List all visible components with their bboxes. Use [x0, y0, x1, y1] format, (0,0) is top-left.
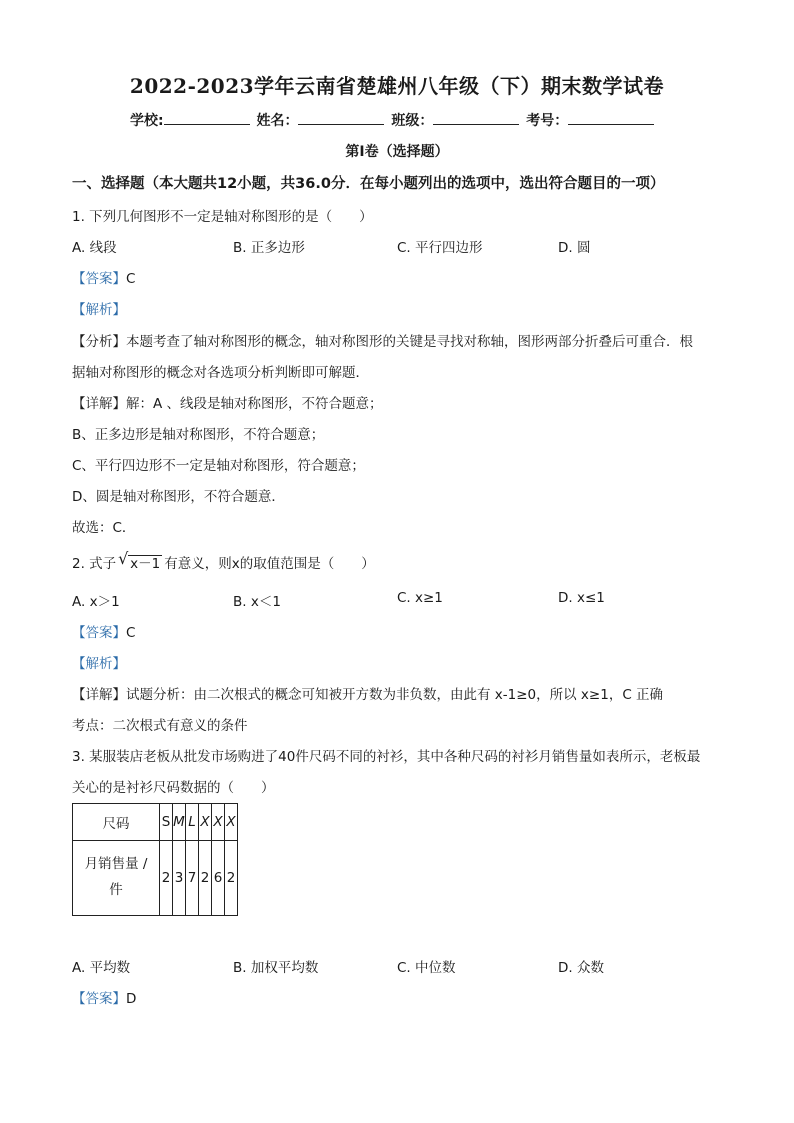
q1-option-c: C. 平行四边形: [397, 240, 483, 256]
q1-detail-line4: D、圆是轴对称图形，不符合题意．: [72, 489, 285, 505]
table-cell-sales: 3: [173, 841, 186, 916]
exam-number-blank: [568, 110, 654, 125]
sqrt-expression: [118, 552, 162, 572]
exam-number-label: 考号：: [526, 113, 569, 129]
q2-option-a: A. x＞1: [72, 594, 120, 610]
detail-text-1: 解：A 、线段是轴对称图形，不符合题意；: [126, 396, 383, 412]
q1-fenxi-line1: [72, 330, 693, 350]
q1-detail-line3: C、平行四边形不一定是轴对称图形，符合题意；: [72, 458, 365, 474]
q2-detail-text: 试题分析：由二次根式的概念可知被开方数为非负数，由此有 x-1≥0，所以 x≥1，C 正确: [126, 687, 664, 703]
q2-answer: [72, 621, 135, 641]
q3-stem-line2: 关心的是衬衫尺码数据的（ ）: [72, 780, 275, 796]
q2-option-b: B. x＜1: [233, 594, 281, 610]
q3-option-b: B. 加权平均数: [233, 960, 319, 976]
q3-answer-value: D: [126, 991, 137, 1007]
q3-answer: [72, 987, 136, 1007]
sales-header-line2: 件: [109, 882, 123, 898]
q2-answer-value: C: [126, 625, 136, 641]
q2-stem-pre: 2. 式子: [72, 556, 117, 572]
q3-option-d: D. 众数: [558, 960, 604, 976]
q1-answer-value: C: [126, 271, 136, 287]
page-title: 2022-2023学年云南省楚雄州八年级（下）期末数学试卷: [129, 74, 665, 98]
q3-stem-line1: 3. 某服装店老板从批发市场购进了40件尺码不同的衬衫，其中各种尺码的衬衫月销售量如表所示，老板最: [72, 749, 701, 765]
table-cell-size: M: [173, 804, 186, 841]
fenxi-text-1: 本题考查了轴对称图形的概念，轴对称图形的关键是寻找对称轴，图形两部分折叠后可重合．根: [126, 334, 693, 350]
name-label: 姓名：: [256, 113, 299, 129]
size-sales-table: [72, 803, 238, 916]
table-header-size: 尺码: [73, 804, 160, 841]
section-heading: 一、选择题（本大题共12小题，共36.0分．在每小题列出的选项中，选出符合题目的一项）: [72, 176, 665, 192]
q3-option-a: A. 平均数: [72, 960, 131, 976]
radicand: x－1: [130, 556, 161, 572]
table-cell-size: X: [225, 804, 238, 841]
table-cell-sales: 2: [225, 841, 238, 916]
detail-tag: 【详解】: [72, 687, 126, 703]
q1-stem: 1. 下列几何图形不一定是轴对称图形的是（ ）: [72, 209, 373, 225]
q2-stem-post: 有意义，则x的取值范围是（ ）: [164, 556, 375, 572]
answer-tag: 【答案】: [72, 991, 126, 1007]
class-label: 班级：: [391, 113, 434, 129]
answer-tag: 【答案】: [72, 625, 126, 641]
table-header-sales: [73, 841, 160, 916]
table-row: [73, 804, 238, 841]
fenxi-tag: 【分析】: [72, 334, 126, 350]
school-label: 学校:: [130, 113, 164, 129]
table-row: [73, 841, 238, 916]
table-cell-size: S: [160, 804, 173, 841]
detail-tag: 【详解】: [72, 396, 126, 412]
q1-fenxi-line2: 据轴对称图形的概念对各选项分析判断即可解题．: [72, 365, 369, 381]
q1-option-b: B. 正多边形: [233, 240, 305, 256]
answer-tag: 【答案】: [72, 271, 126, 287]
school-blank: [164, 110, 250, 125]
q2-option-c: C. x≥1: [397, 590, 443, 606]
name-blank: [298, 110, 384, 125]
q3-option-c: C. 中位数: [397, 960, 456, 976]
table-cell-size: X: [199, 804, 212, 841]
q1-analysis-tag: 【解析】: [72, 302, 126, 318]
sales-header-line1: 月销售量 /: [84, 856, 148, 873]
table-cell-sales: 7: [186, 841, 199, 916]
q2-analysis-tag: 【解析】: [72, 656, 126, 672]
table-cell-sales: 2: [199, 841, 212, 916]
q2-option-d: D. x≤1: [558, 590, 605, 606]
q1-detail-line1: [72, 392, 383, 412]
student-info-line: [130, 110, 656, 130]
table-cell-sales: 6: [212, 841, 225, 916]
q2-detail: [72, 683, 663, 703]
table-cell-sales: 2: [160, 841, 173, 916]
q1-option-d: D. 圆: [558, 240, 591, 256]
table-cell-size: L: [186, 804, 199, 841]
part-heading: 第I卷（选择题）: [345, 144, 449, 160]
q1-answer: [72, 267, 135, 287]
q1-detail-line2: B、正多边形是轴对称图形，不符合题意；: [72, 427, 325, 443]
q1-conclusion: 故选：C．: [72, 520, 136, 536]
q1-option-a: A. 线段: [72, 240, 117, 256]
table-cell-size: X: [212, 804, 225, 841]
class-blank: [433, 110, 519, 125]
q2-point: 考点：二次根式有意义的条件: [72, 718, 248, 734]
q2-stem: [72, 552, 375, 572]
